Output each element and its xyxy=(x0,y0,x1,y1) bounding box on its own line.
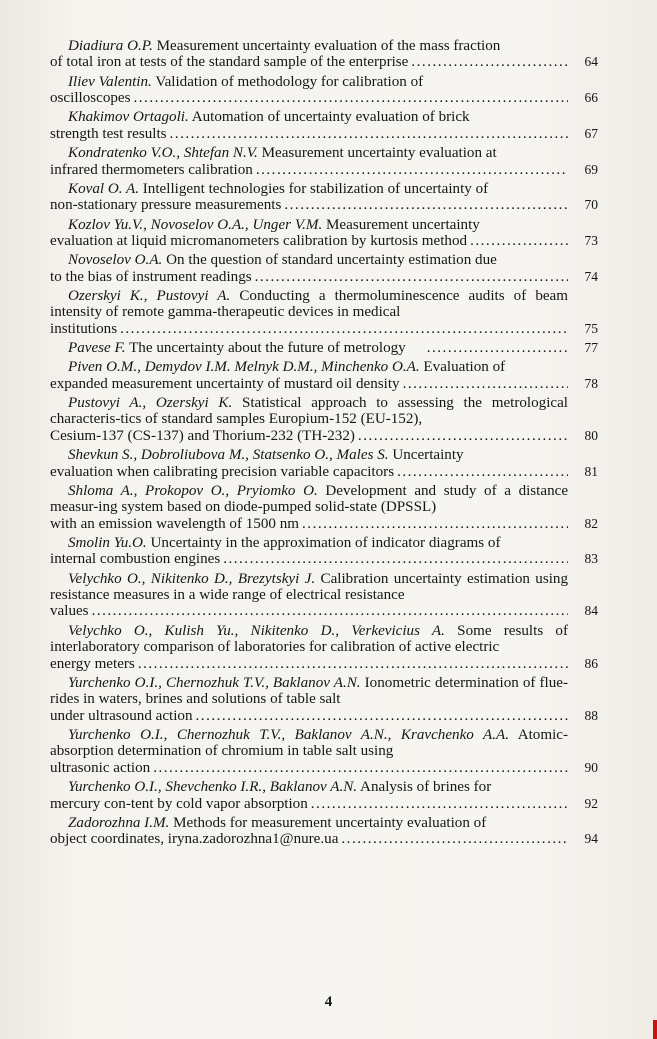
toc-entry-page-number: 78 xyxy=(584,375,598,391)
toc-entry-title-line: Atomic-absorption determination of chromium in table salt using xyxy=(50,726,568,760)
toc-entry-page-number: 64 xyxy=(584,54,598,70)
toc-entry-body xyxy=(50,74,568,90)
toc-entry-text xyxy=(50,779,568,795)
toc-entry-authors: Koval O. A. xyxy=(68,180,139,197)
toc-entry-title-line: distance measur-ing system based on diode-pumped solid-state (DPSSL) xyxy=(50,482,569,516)
toc-entry xyxy=(50,727,598,776)
toc-entry-title-line: to the bias of instrument readings xyxy=(50,268,252,285)
toc-entry-page-number: 80 xyxy=(584,427,598,443)
toc-entry-text xyxy=(50,109,568,125)
toc-entry-page-number: 69 xyxy=(584,161,598,177)
toc-entry-leader-line xyxy=(50,551,568,567)
toc-entry-title-line: Measurement uncertainty xyxy=(326,216,480,233)
toc-entry-body xyxy=(50,815,568,831)
toc-entry-title-line: Methods for measurement uncertainty evaluation of xyxy=(173,814,487,831)
toc-entry-authors: Yurchenko O.I., Chernozhuk T.V., Baklanov A.N. xyxy=(68,674,361,691)
toc-entry-page-number: 82 xyxy=(584,515,598,531)
toc-entry-page-number: 81 xyxy=(584,463,598,479)
toc-entry-title-line: non-stationary pressure measurements xyxy=(50,197,282,214)
toc-entry xyxy=(50,217,598,250)
toc-entry-leader-line xyxy=(50,516,568,532)
toc-entry-text xyxy=(50,74,568,90)
toc-entry-page-number: 83 xyxy=(584,551,598,567)
toc-entry-leader-line xyxy=(50,90,568,106)
toc-entry-body xyxy=(50,447,568,463)
toc-entry-title-line: Ionometric xyxy=(364,674,431,691)
toc-entry-body xyxy=(50,483,568,516)
toc-entry-text xyxy=(50,623,568,656)
toc-entry xyxy=(50,38,598,71)
toc-entry-title-line: Analysis of brines for xyxy=(360,779,492,796)
leader-dots xyxy=(92,603,568,619)
toc-entry-body xyxy=(50,38,568,54)
toc-entry xyxy=(50,359,598,392)
toc-entry-page-number: 88 xyxy=(584,707,598,723)
leader-dots xyxy=(256,162,568,178)
toc-entry xyxy=(50,675,598,724)
toc-entry xyxy=(50,815,598,848)
toc-entry-page-number: 66 xyxy=(584,90,598,106)
toc-entry-title-line: infrared thermometers calibration xyxy=(50,161,253,178)
toc-entry-authors: Kondratenko V.O., Shtefan N.V. xyxy=(68,145,258,162)
toc-entry xyxy=(50,181,598,214)
toc-entry xyxy=(50,74,598,107)
toc-entry-text xyxy=(50,145,568,161)
toc-entry-body xyxy=(50,395,568,428)
toc-entry-authors: Ozerskyi K., Pustovyi A. xyxy=(68,287,231,304)
toc-entry-title-line: Uncertainty in the approximation of indicator diagrams of xyxy=(150,534,501,551)
toc-entry-authors: Kozlov Yu.V., Novoselov O.A., Unger V.M. xyxy=(68,216,323,233)
toc-entry-text xyxy=(50,38,568,54)
toc-entry-leader-line xyxy=(50,321,568,337)
toc-entry-leader-line xyxy=(50,126,568,142)
toc-entry-title-line: Measurement uncertainty evaluation at xyxy=(261,145,497,162)
toc-entry-title-line: internal combustion engines xyxy=(50,551,221,568)
toc-entry-title-line: estimation using resistance measures in a wide range of electrical resistance xyxy=(50,570,568,604)
toc-entry-title-line: metrological characteris-tics of standard samples Europium-152 (EU-152), xyxy=(50,395,568,428)
toc-entry-text xyxy=(50,727,568,760)
toc-entry xyxy=(50,252,598,285)
toc-entry xyxy=(50,447,598,480)
toc-entry-authors: Iliev Valentin. xyxy=(68,73,152,90)
toc-entry-authors: Shevkun S., Dobroliubova M., Statsenko O., Males S. xyxy=(68,447,389,464)
leader-dots xyxy=(341,831,568,847)
toc-entry-text xyxy=(50,815,568,831)
toc-entry-leader-line xyxy=(50,831,568,847)
toc-entry-title-line: On the question of standard uncertainty estimation due xyxy=(166,252,497,269)
toc-entry-body xyxy=(50,571,568,604)
leader-dots xyxy=(411,54,568,70)
toc-entry-leader-line xyxy=(50,760,568,776)
toc-entry-title-line: Validation of methodology for calibration of xyxy=(155,73,424,90)
toc-entry-leader-line xyxy=(50,162,568,178)
toc-entry-text xyxy=(50,288,568,321)
leader-dots xyxy=(284,197,568,213)
toc-entry-page-number: 70 xyxy=(584,197,598,213)
toc-entry-page-number: 84 xyxy=(584,603,598,619)
toc-entry-title-line: Development and study of a xyxy=(325,482,511,499)
toc-entry-authors: Khakimov Ortagoli. xyxy=(68,109,189,126)
toc-entry-title-line: of total iron at tests of the standard sample of the enterprise xyxy=(50,54,409,71)
toc-entry-title-line: beam intensity of remote gamma-therapeutic devices in medical xyxy=(50,287,568,321)
toc-entry-authors: Yurchenko O.I., Shevchenko I.R., Baklanov A.N. xyxy=(68,779,358,796)
toc-entry xyxy=(50,145,598,178)
toc-entry-leader-line xyxy=(50,603,568,619)
toc-entry-text xyxy=(50,483,568,516)
toc-entry-body xyxy=(50,109,568,125)
leader-dots xyxy=(255,269,568,285)
toc-entry-text xyxy=(50,675,568,708)
toc-entry-text xyxy=(50,252,568,268)
toc-entry-page-number: 92 xyxy=(584,795,598,811)
toc-entry-title-line: values xyxy=(50,603,89,620)
toc-entry-title-line: determination of flue-rides in waters, brines and solutions of table salt xyxy=(50,674,568,708)
toc-entry xyxy=(50,623,598,672)
toc-entry-text xyxy=(50,447,568,463)
toc-entry-title-line: object coordinates, iryna.zadorozhna1@nure.ua xyxy=(50,831,339,848)
toc-entry-leader-line xyxy=(50,340,568,356)
leader-dots xyxy=(358,428,568,444)
toc-entry-title-line: Uncertainty xyxy=(392,447,464,464)
toc-entry-leader-line xyxy=(50,464,568,480)
toc-entry-title-line: The uncertainty about the future of metrology xyxy=(129,340,406,357)
toc-entry xyxy=(50,571,598,620)
toc-entry-authors: Diadiura O.P. xyxy=(68,38,153,54)
toc-entry-text xyxy=(50,395,568,428)
toc-entry-title-line: Calibration uncertainty xyxy=(320,570,462,587)
toc-entry-leader-line xyxy=(50,796,568,812)
toc-entry-body xyxy=(50,727,568,760)
toc-entry-page-number: 90 xyxy=(584,759,598,775)
toc-entry-authors: Velychko O., Kulish Yu., Nikitenko D., Verkevicius A. xyxy=(68,622,445,639)
toc-entry-leader-line xyxy=(50,197,568,213)
toc-entry-page-number: 74 xyxy=(584,268,598,284)
toc-entry-title-line: Automation of uncertainty evaluation of brick xyxy=(191,109,470,126)
toc-entry-text xyxy=(50,571,568,604)
toc-entry-title-line: Statistical approach to assessing the xyxy=(241,395,482,412)
toc-entry-title-line: Evaluation of xyxy=(423,359,506,376)
toc-entry-title-line: Conducting a thermoluminescence audits of xyxy=(239,287,527,304)
leader-dots xyxy=(311,796,568,812)
toc-entry-page-number: 73 xyxy=(584,232,598,248)
leader-dots xyxy=(409,340,568,356)
toc-entry-title-line: mercury con-tent by cold vapor absorption xyxy=(50,795,308,812)
toc-entry-title-line: evaluation at liquid micromanometers calibration by kurtosis method xyxy=(50,232,468,249)
toc-entry xyxy=(50,483,598,532)
toc-entry-body xyxy=(50,181,568,197)
toc-entry-title-line: Measurement uncertainty evaluation of the mass fraction xyxy=(156,38,501,54)
toc-entry-page-number: 77 xyxy=(584,340,598,356)
toc-entry-title-line: Cesium-137 (CS-137) and Thorium-232 (TH-232) xyxy=(50,427,355,444)
toc-entry-leader-line xyxy=(50,54,568,70)
toc-entry-title-line: energy meters xyxy=(50,655,135,672)
toc-entry-body xyxy=(50,359,568,375)
page-number: 4 xyxy=(324,994,333,1010)
toc-entry-authors: Velychko O., Nikitenko D., Brezytskyi J. xyxy=(68,570,316,587)
leader-dots xyxy=(134,90,569,106)
toc-entry-title-line: with an emission wavelength of 1500 nm xyxy=(50,515,300,532)
toc-entry-leader-line xyxy=(50,269,568,285)
page-edge-mark xyxy=(653,1020,657,1039)
toc-entry-title-line: Intelligent technologies for stabilization of uncertainty of xyxy=(142,180,489,197)
toc-entry-leader-line xyxy=(50,656,568,672)
toc-entry-authors: Yurchenko O.I., Chernozhuk T.V., Baklanov A.N., Kravchenko A.A. xyxy=(68,726,510,743)
toc-entry-body xyxy=(50,252,568,268)
leader-dots xyxy=(302,516,568,532)
leader-dots xyxy=(138,656,568,672)
leader-dots xyxy=(223,551,568,567)
toc-entry-title-line: evaluation when calibrating precision variable capacitors xyxy=(50,463,395,480)
leader-dots xyxy=(403,376,568,392)
toc-entry-body xyxy=(50,623,568,656)
toc-entry-title-line: interlaboratory comparison of laboratories for calibration of active electric xyxy=(50,639,500,656)
toc-entry xyxy=(50,340,598,356)
toc-entry-page-number: 67 xyxy=(584,125,598,141)
toc-entry-title-line: institutions xyxy=(50,320,118,337)
toc-entry-leader-line xyxy=(50,708,568,724)
toc-entry-text xyxy=(50,217,568,233)
toc-entry-authors: Smolin Yu.O. xyxy=(68,534,147,551)
leader-dots xyxy=(153,760,568,776)
toc-entry-authors: Piven O.M., Demydov I.M. Melnyk D.M., Minchenko O.A. xyxy=(68,359,420,376)
leader-dots xyxy=(196,708,568,724)
toc-entry-body xyxy=(50,288,568,321)
toc-entry xyxy=(50,109,598,142)
toc-entry-leader-line xyxy=(50,376,568,392)
toc-entry-authors: Pavese F. xyxy=(68,340,126,357)
toc-entry-body xyxy=(50,217,568,233)
toc-entry-body xyxy=(50,779,568,795)
toc-entry-authors: Novoselov O.A. xyxy=(68,252,163,269)
toc-entry-title-line: strength test results xyxy=(50,125,167,142)
leader-dots xyxy=(120,321,568,337)
toc-entry xyxy=(50,395,598,444)
toc-entry xyxy=(50,779,598,812)
toc-entry-text xyxy=(50,181,568,197)
toc-entry-authors: Shloma A., Prokopov O., Pryiomko O. xyxy=(68,482,318,499)
toc-entry xyxy=(50,535,598,568)
toc-entry-title-line: oscilloscopes xyxy=(50,90,131,107)
toc-entry-title-line: ultrasonic action xyxy=(50,759,151,776)
toc-entry-authors: Pustovyi A., Ozerskyi K. xyxy=(68,395,233,412)
toc-entry-body xyxy=(50,145,568,161)
leader-dots xyxy=(470,233,568,249)
toc-entry-leader-line xyxy=(50,233,568,249)
toc-entry-title-line: Some results of xyxy=(457,622,568,639)
toc-entry-authors: Zadorozhna I.M. xyxy=(68,814,170,831)
leader-dots xyxy=(397,464,568,480)
leader-dots xyxy=(170,126,568,142)
toc-entry-title-line: under ultrasound action xyxy=(50,707,193,724)
toc-entry-body xyxy=(50,535,568,551)
toc-entry-page-number: 75 xyxy=(584,320,598,336)
toc-entry-text xyxy=(50,359,568,375)
toc-entry-text xyxy=(50,535,568,551)
toc-entry-page-number: 94 xyxy=(584,831,598,847)
toc-entry-leader-line xyxy=(50,428,568,444)
toc-entry xyxy=(50,288,598,337)
table-of-contents xyxy=(50,38,598,851)
toc-entry-body xyxy=(50,675,568,708)
toc-entry-page-number: 86 xyxy=(584,655,598,671)
toc-entry-title-line: expanded measurement uncertainty of mustard oil density xyxy=(50,375,400,392)
